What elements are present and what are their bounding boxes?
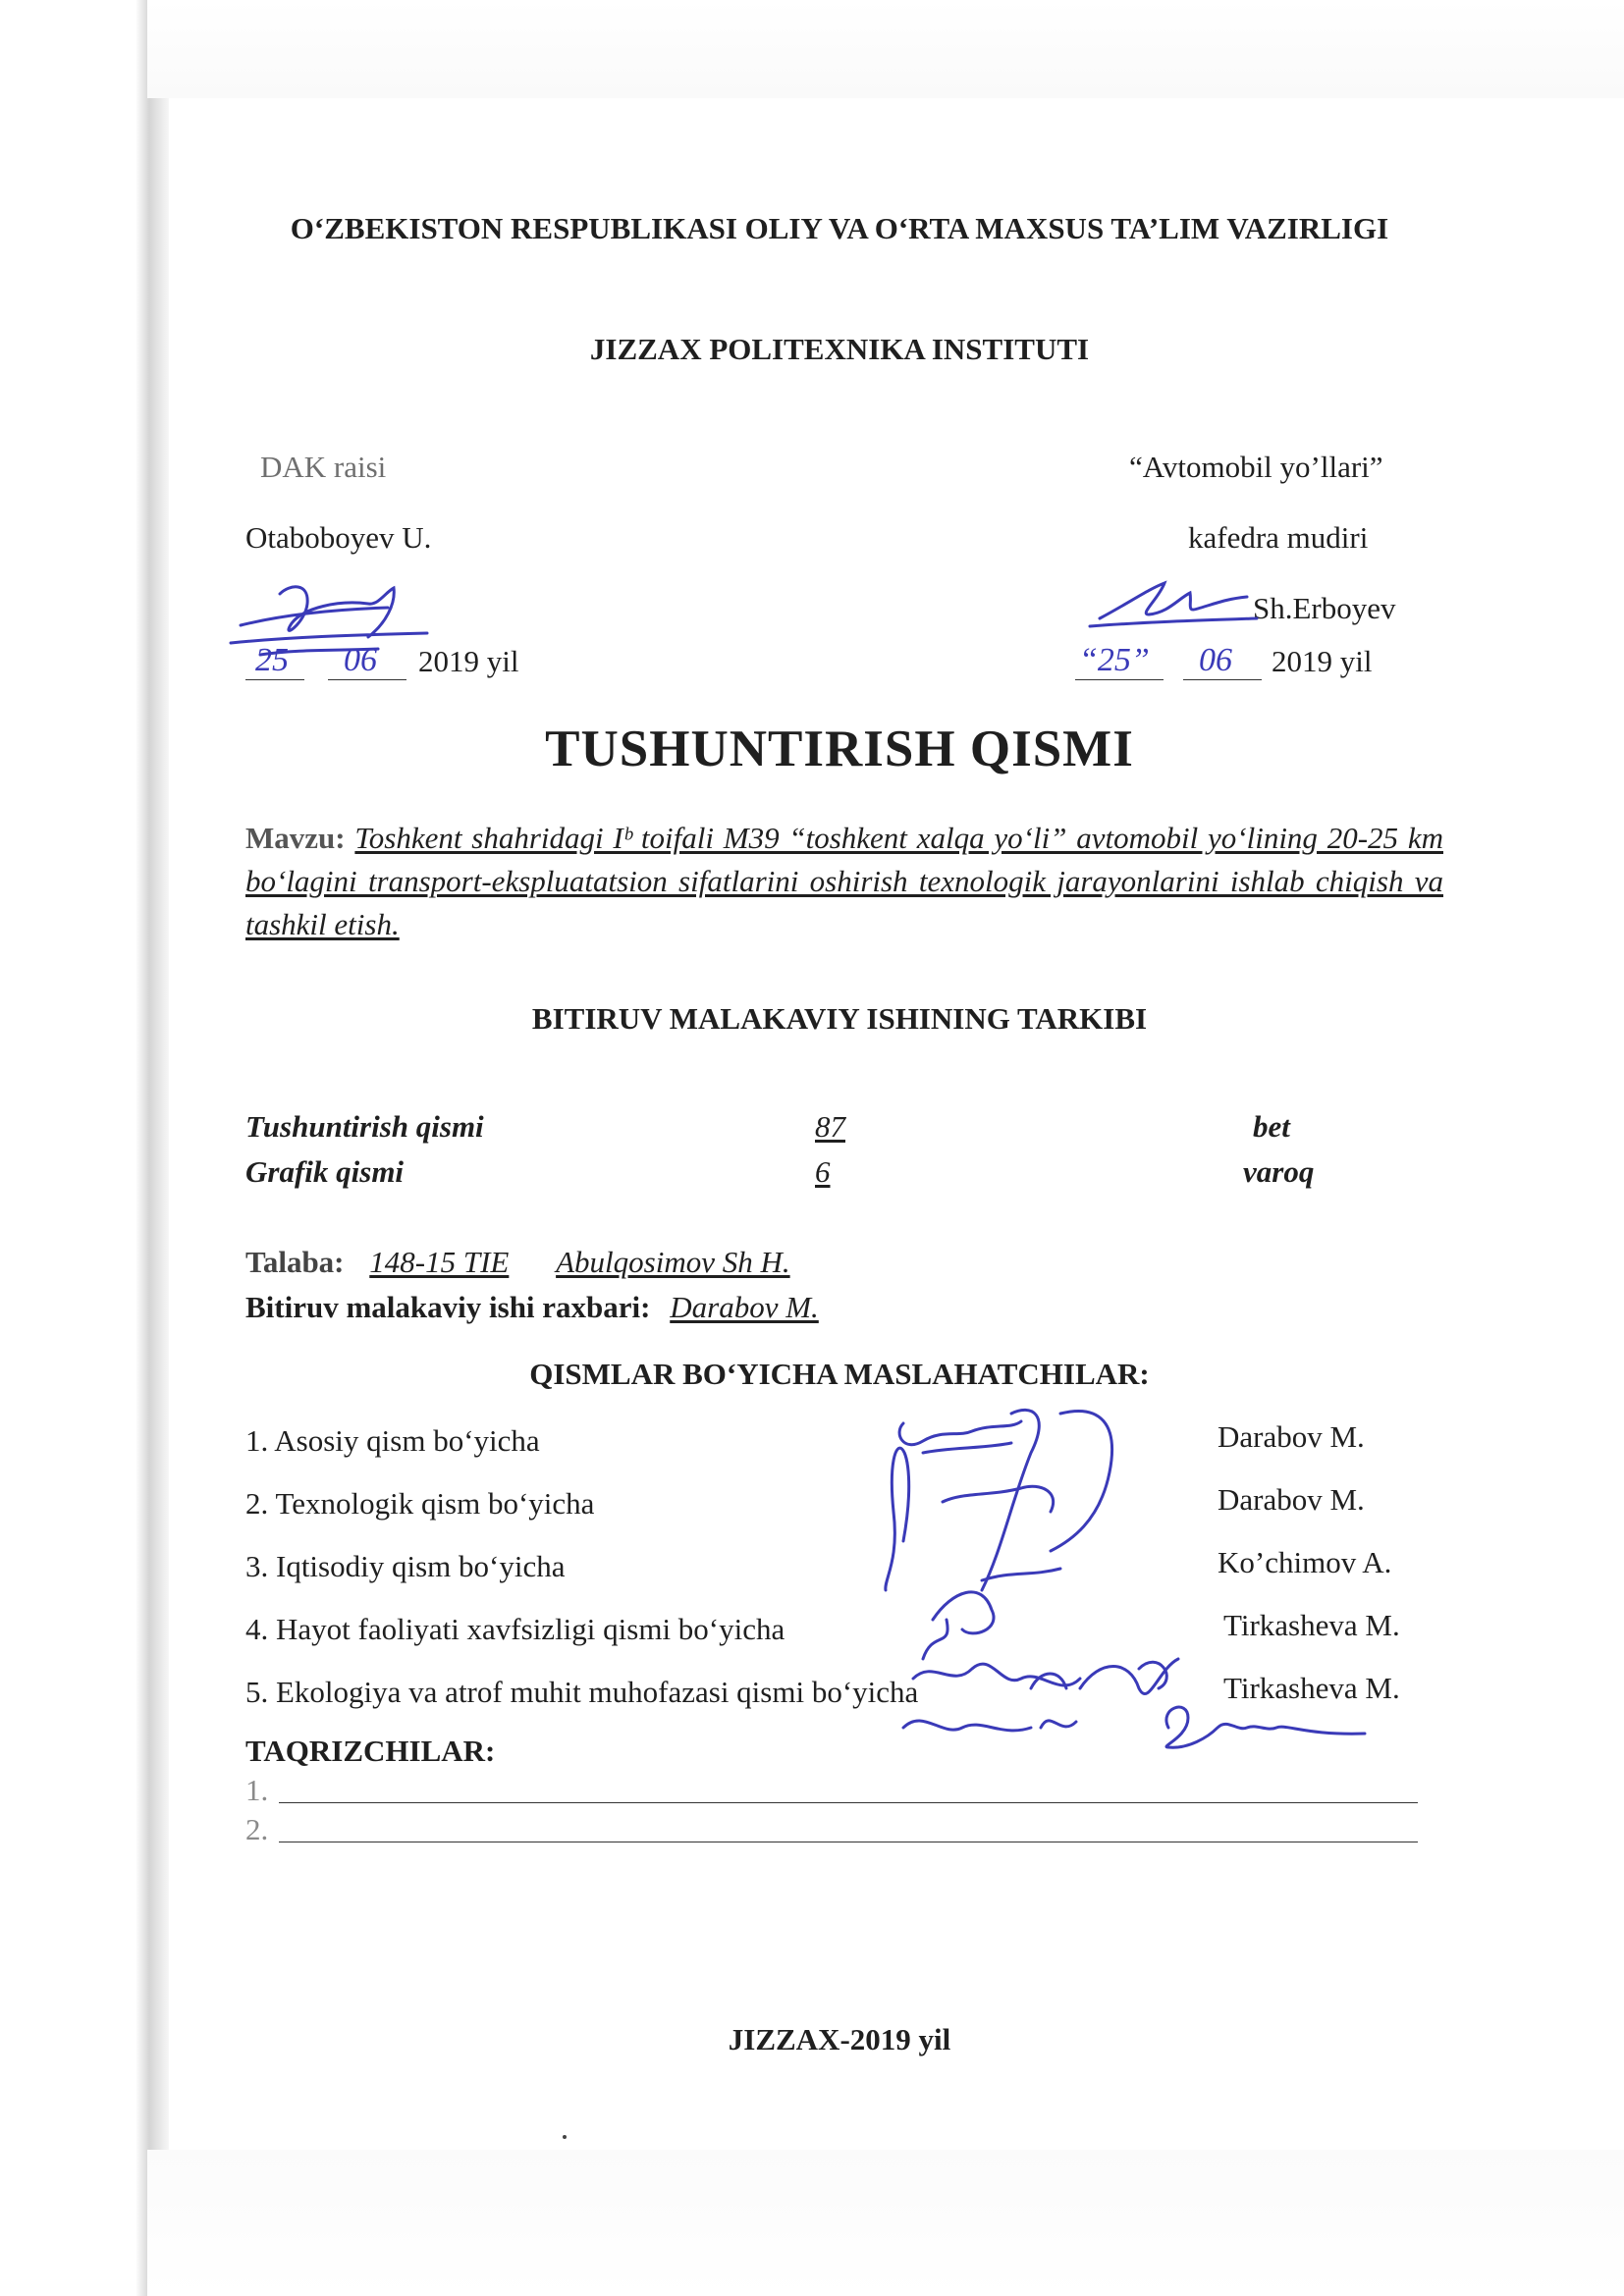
composition-row-1-unit: bet [1253,1109,1290,1144]
reviewers-heading: TAQRIZCHILAR: [245,1734,496,1768]
student-line [245,1245,790,1280]
institute-heading: JIZZAX POLITEXNIKA INSTITUTI [589,332,1090,366]
dak-chair-name: Otaboboyev U. [245,520,432,555]
composition-heading: BITIRUV MALAKAVIY ISHINING TARKIBI [531,1001,1148,1036]
student-group: 148-15 TIE [369,1245,510,1279]
consultant-4-label: 4. Hayot faoliyati xavfsizligi qismi bo‘yicha [245,1612,785,1646]
right-date-month: 06 [1199,642,1232,678]
composition-row-1-count: 87 [815,1109,845,1144]
consultant-3-name: Ko’chimov A. [1218,1545,1392,1579]
right-date-year: 2019 yil [1272,644,1373,678]
consultant-2-label: 2. Texnologik qism bo‘yicha [245,1486,595,1521]
supervisor-name: Darabov M. [670,1290,819,1324]
scan-top-shade [147,0,1624,98]
composition-row-2-unit: varoq [1243,1154,1315,1189]
student-label: Talaba: [245,1245,345,1279]
consultant-2-name: Darabov M. [1218,1482,1365,1517]
consultant-5-label: 5. Ekologiya va atrof muhit muhofazasi qismi bo‘yicha [245,1675,919,1709]
composition-row-1-name: Tushuntirish qismi [245,1109,484,1144]
consultant-5-name: Tirkasheva M. [1223,1671,1400,1705]
left-date-year: 2019 yil [418,644,519,678]
left-date-month: 06 [344,642,377,678]
department-head-role: kafedra mudiri [1188,520,1369,555]
right-date-day: “25” [1079,642,1150,678]
topic-label: Mavzu: [245,821,346,855]
supervisor-line [245,1290,819,1325]
reviewer-1-number: 1. [245,1773,269,1807]
consultant-3-label: 3. Iqtisodiy qism bo‘yicha [245,1549,566,1583]
consultants-heading: QISMLAR BO‘YICHA MASLAHATCHILAR: [529,1357,1150,1391]
ministry-heading: O‘ZBEKISTON RESPUBLIKASI OLIY VA O‘RTA MAXSUS TA’LIM VAZIRLIGI [290,211,1389,245]
dak-chair-role: DAK raisi [260,450,387,484]
topic-block [245,817,1443,946]
tirkasheva-signature [1149,1688,1394,1767]
dak-chair-signature [221,564,466,672]
document-title: TUSHUNTIRISH QISMI [545,721,1134,777]
reviewer-2-number: 2. [245,1812,269,1846]
department-name: “Avtomobil yo’llari” [1129,450,1383,484]
department-head-signature [1080,569,1267,638]
scan-speck [563,2135,567,2139]
consultant-1-label: 1. Asosiy qism bo‘yicha [245,1423,540,1458]
footer-place-year: JIZZAX-2019 yil [728,2022,951,2056]
department-head-name: Sh.Erboyev [1253,591,1396,625]
supervisor-label: Bitiruv malakaviy ishi raxbari: [245,1290,651,1324]
scan-left-edge [0,0,169,2296]
reviewer-1-line [279,1802,1418,1803]
left-date-day: 25 [255,642,289,678]
consultant-1-name: Darabov M. [1218,1419,1365,1454]
topic-text: Toshkent shahridagi Iᵇ toifali M39 “toshkent xalqa yo‘li” avtomobil yo‘lining 20-25 km bo‘lagini transport-ekspluatatsion sifatlarini oshirish texnologik jarayonlarini ishlab chiqish va tashkil etish. [245,821,1443,941]
composition-row-2-name: Grafik qismi [245,1154,405,1189]
consultant-4-name: Tirkasheva M. [1223,1608,1400,1642]
scan-bottom-shade [147,2150,1624,2296]
composition-row-2-count: 6 [815,1154,831,1189]
student-name: Abulqosimov Sh H. [556,1245,790,1279]
